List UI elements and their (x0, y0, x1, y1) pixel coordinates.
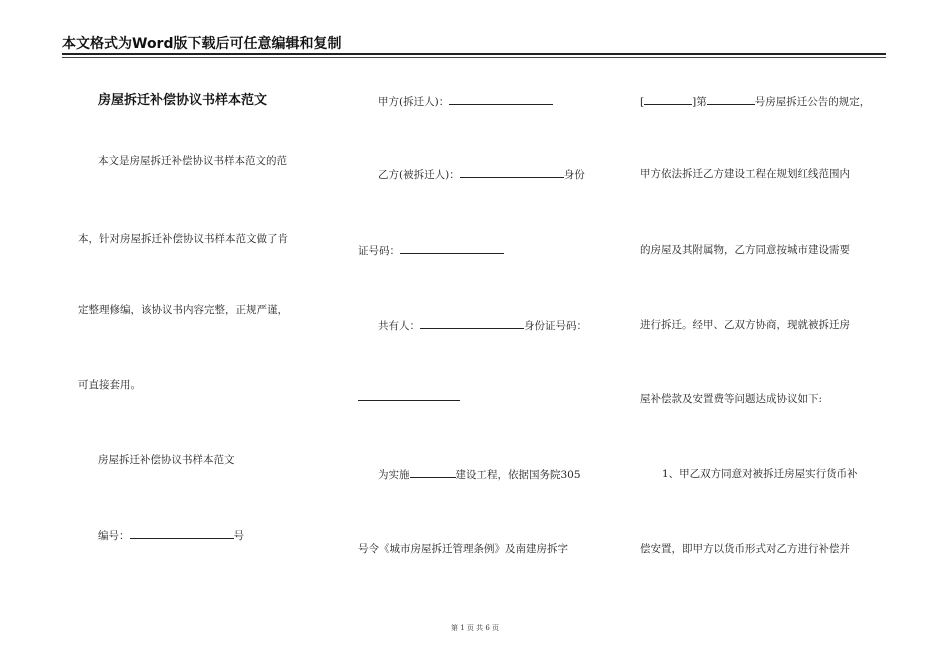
document-title: 房屋拆迁补偿协议书样本范文 (98, 93, 268, 108)
clause-1-line-1: 1、甲乙双方同意对被拆迁房屋实行货币补 (662, 468, 858, 480)
header-rule-thin (62, 57, 886, 58)
page-footer: 第 1 页 共 6 页 (450, 624, 500, 632)
intro-line-3: 定整理修编，该协议书内容完整，正规严谨， (78, 304, 288, 316)
implementation-row (378, 467, 581, 482)
party-a-label: 甲方(拆迁人)： (378, 96, 450, 108)
party-b-label: 乙方(被拆迁人)： (378, 169, 460, 181)
party-b-blank (460, 167, 564, 178)
number-blank (130, 528, 234, 539)
party-b-id-row (358, 243, 504, 258)
party-b-suffix: 身份 (563, 169, 585, 181)
bracket-open: [ (640, 96, 645, 108)
body-line-5: 屋补偿款及安置费等问题达成协议如下: (640, 393, 823, 405)
document-header: 本文格式为Word版下载后可任意编辑和复制 (62, 36, 342, 52)
co-owner-id-label: 身份证号码： (524, 320, 587, 332)
number-label: 编号： (98, 530, 130, 542)
co-owner-label: 共有人： (378, 320, 420, 332)
implementation-suffix: 建设工程，依据国务院305 (455, 469, 581, 481)
body-line-4: 进行拆迁。经甲、乙双方协商，现就被拆迁房 (640, 319, 850, 331)
project-name-blank (410, 467, 456, 478)
announcement-code-blank (644, 94, 692, 105)
co-owner-id-row (358, 390, 460, 405)
header-rule-thick (62, 53, 886, 55)
intro-line-1: 本文是房屋拆迁补偿协议书样本范文的范 (98, 155, 287, 167)
clause-1-line-2: 偿安置，即甲方以货币形式对乙方进行补偿并 (640, 543, 850, 555)
co-owner-id-blank (358, 390, 460, 401)
intro-line-4: 可直接套用。 (78, 379, 141, 391)
party-a-blank (449, 94, 553, 105)
number-suffix: 号 (233, 530, 244, 542)
intro-line-2: 本，针对房屋拆迁补偿协议书样本范文做了肯 (78, 233, 288, 245)
announcement-suffix: 号房屋拆迁公告的规定， (754, 96, 871, 108)
regulation-row: 号令《城市房屋拆迁管理条例》及南建房拆字 (358, 543, 568, 555)
body-line-2: 甲方依法拆迁乙方建设工程在规划红线范围内 (640, 168, 850, 180)
announcement-number-blank (707, 94, 755, 105)
party-a-row (378, 94, 553, 109)
body-line-3: 的房屋及其附属物，乙方同意按城市建设需要 (640, 244, 850, 256)
party-b-row (378, 167, 585, 182)
co-owner-row (378, 318, 587, 333)
party-b-id-label: 证号码： (358, 245, 400, 257)
party-b-id-blank (400, 243, 504, 254)
implementation-prefix: 为实施 (378, 469, 410, 481)
document-number-row (98, 528, 244, 543)
announcement-row (640, 94, 870, 109)
bracket-close: ]第 (692, 96, 707, 108)
section-subtitle: 房屋拆迁补偿协议书样本范文 (98, 454, 235, 466)
co-owner-blank (420, 318, 524, 329)
